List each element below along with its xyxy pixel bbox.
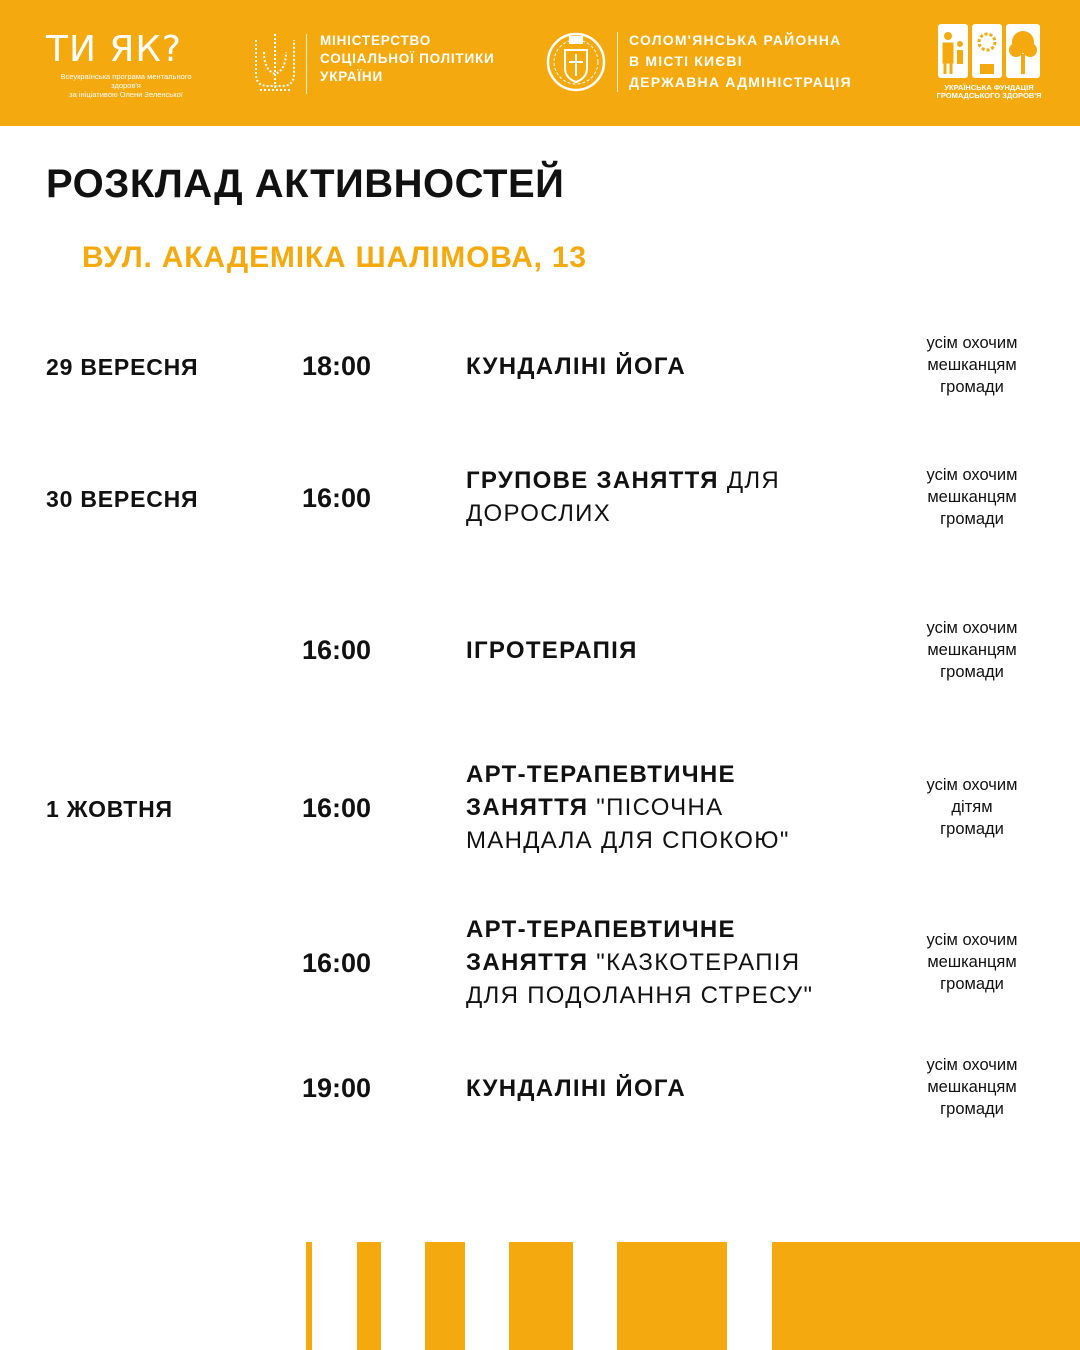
schedule-time: 16:00	[302, 635, 372, 665]
activity-title-rest: "КАЗКОТЕРАПІЯ ДЛЯ ПОДОЛАННЯ СТРЕСУ"	[466, 949, 814, 1009]
audience-line: мешканцям	[927, 641, 1017, 659]
audience-line: мешканцям	[927, 1078, 1017, 1096]
audience-line: мешканцям	[927, 356, 1017, 374]
audience-line: мешканцям	[927, 953, 1017, 971]
schedule-time: 18:00	[302, 351, 372, 381]
schedule-audience	[902, 929, 1042, 995]
schedule-time: 16:00	[302, 483, 372, 513]
ministry-line: МІНІСТЕРСТВО	[320, 33, 432, 48]
schedule-activity	[466, 464, 796, 530]
audience-line: усім охочим	[926, 619, 1018, 637]
admin-line: СОЛОМ'ЯНСЬКА РАЙОННА	[629, 32, 842, 48]
schedule-audience	[902, 1054, 1042, 1120]
schedule-activity	[466, 634, 886, 667]
admin-line: В МІСТІ КИЄВІ	[629, 53, 743, 69]
schedule-time: 16:00	[302, 793, 372, 823]
schedule-audience	[902, 617, 1042, 683]
public-health-fund-logo	[936, 20, 1042, 108]
audience-line: усім охочим	[926, 466, 1018, 484]
audience-line: громади	[940, 510, 1004, 528]
schedule-date: 29 ВЕРЕСНЯ	[46, 354, 199, 380]
schedule-activity	[466, 1072, 886, 1105]
address: ВУЛ. АКАДЕМІКА ШАЛІМОВА, 13	[82, 241, 587, 274]
audience-line: громади	[940, 820, 1004, 838]
activity-title-bold: КУНДАЛІНІ ЙОГА	[466, 353, 686, 380]
ministry-line: СОЦІАЛЬНОЇ ПОЛІТИКИ	[320, 51, 495, 66]
admin-line: ДЕРЖАВНА АДМІНІСТРАЦІЯ	[629, 74, 852, 90]
audience-line: громади	[940, 663, 1004, 681]
page-title: РОЗКЛАД АКТИВНОСТЕЙ	[46, 162, 565, 206]
activity-title-bold: КУНДАЛІНІ ЙОГА	[466, 1075, 686, 1102]
decorative-stripe	[617, 1242, 727, 1350]
tiyak-subtitle-line: Всеукраїнська програма ментального здоров'я	[60, 72, 192, 90]
audience-line: усім охочим	[926, 334, 1018, 352]
activity-title-rest: "ПІСОЧНА МАНДАЛА ДЛЯ СПОКОЮ"	[466, 794, 790, 854]
activity-title-bold: ГРУПОВЕ ЗАНЯТТЯ	[466, 467, 719, 494]
audience-line: громади	[940, 378, 1004, 396]
activity-title-bold: АРТ-ТЕРАПЕВТИЧНЕ ЗАНЯТТЯ	[466, 761, 736, 821]
tiyak-logo-text: ТИ ЯК?	[46, 29, 183, 70]
divider	[617, 32, 618, 92]
audience-line: громади	[940, 1100, 1004, 1118]
audience-line: громади	[940, 975, 1004, 993]
divider	[306, 34, 307, 94]
schedule-activity	[466, 758, 836, 857]
district-admin-logo	[545, 26, 905, 102]
schedule-audience	[902, 774, 1042, 840]
decorative-stripe	[772, 1242, 1080, 1350]
fund-line: ГРОМАДСЬКОГО ЗДОРОВ'Я	[936, 91, 1042, 100]
schedule-time: 19:00	[302, 1073, 372, 1103]
family-tree-icon	[936, 20, 1042, 82]
schedule-time: 16:00	[302, 948, 372, 978]
coat-of-arms-icon	[545, 28, 607, 98]
decorative-stripe	[306, 1242, 312, 1350]
ministry-logo	[248, 28, 518, 100]
ministry-line: УКРАЇНИ	[320, 69, 383, 84]
fund-line: УКРАЇНСЬКА ФУНДАЦІЯ	[944, 83, 1034, 92]
schedule-audience	[902, 464, 1042, 530]
tiyak-logo	[46, 30, 216, 99]
audience-line: дітям	[951, 798, 993, 816]
audience-line: мешканцям	[927, 488, 1017, 506]
tiyak-subtitle-line: за ініціативою Олени Зеленської	[69, 90, 183, 99]
tiyak-subtitle	[46, 72, 206, 99]
decorative-stripe	[357, 1242, 381, 1350]
trident-icon	[250, 30, 300, 98]
header-banner	[0, 0, 1080, 126]
audience-line: усім охочим	[926, 931, 1018, 949]
activity-title-bold: АРТ-ТЕРАПЕВТИЧНЕ ЗАНЯТТЯ	[466, 916, 736, 976]
schedule-activity	[466, 913, 841, 1012]
schedule-date: 30 ВЕРЕСНЯ	[46, 486, 199, 512]
decorative-stripe	[425, 1242, 465, 1350]
schedule-audience	[902, 332, 1042, 398]
schedule-date: 1 ЖОВТНЯ	[46, 796, 173, 822]
decorative-stripe	[509, 1242, 573, 1350]
schedule-activity	[466, 350, 886, 383]
activity-title-bold: ІГРОТЕРАПІЯ	[466, 637, 638, 664]
audience-line: усім охочим	[926, 1056, 1018, 1074]
activity-title-rest: ДЛЯ ДОРОСЛИХ	[466, 467, 781, 527]
audience-line: усім охочим	[926, 776, 1018, 794]
